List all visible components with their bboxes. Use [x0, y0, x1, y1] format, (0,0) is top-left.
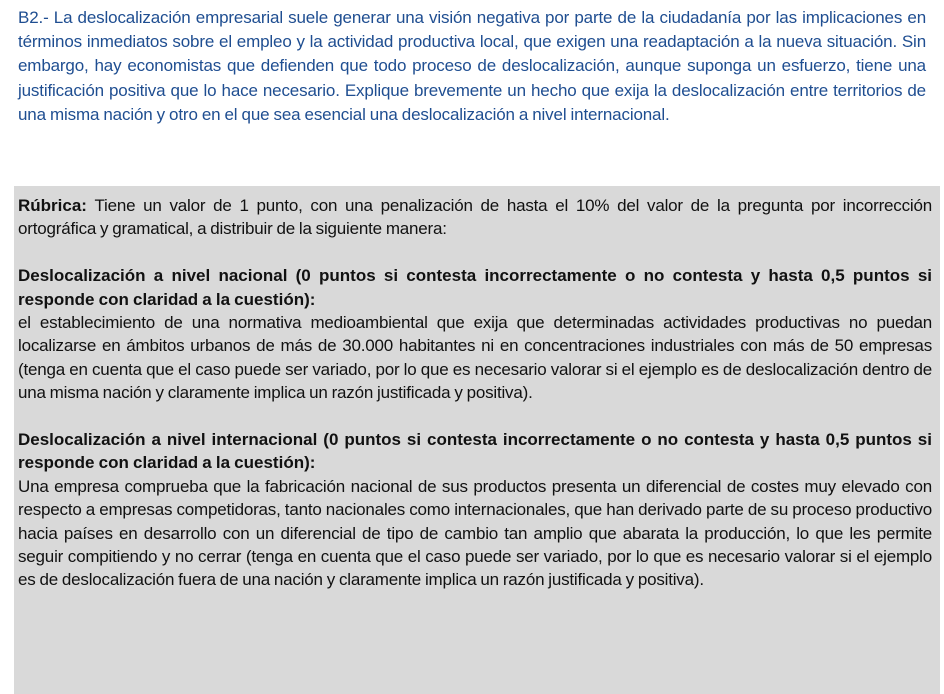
- national-heading: Deslocalización a nivel nacional (0 puntos si contesta incorrectamente o no contesta y hasta 0,5 puntos si responde con claridad a la cuestión):: [18, 266, 932, 309]
- rubric-intro-text: Tiene un valor de 1 punto, con una penalización de hasta el 10% del valor de la pregunta por incorrección ortográfica y gramatical, a distribuir de la siguiente manera:: [18, 196, 932, 239]
- rubric-label: Rúbrica:: [18, 196, 87, 215]
- rubric-content: [18, 194, 932, 592]
- international-body: Una empresa comprueba que la fabricación nacional de sus productos presenta un diferencial de costes muy elevado con respecto a empresas competidoras, tanto nacionales como internacionales, que han derivado parte de su proceso productivo hacia países en desarrollo con un diferencial de tipo de cambio tan amplio que abarata la producción, lo que les permite seguir compitiendo y no cerrar (tenga en cuenta que el caso puede ser variado, por lo que es necesario valorar si el ejemplo es de deslocalización fuera de una nación y claramente implica un razón justificada y positiva).: [18, 476, 932, 590]
- international-heading: Deslocalización a nivel internacional (0 puntos si contesta incorrectamente o no contesta y hasta 0,5 puntos si responde con claridad a la cuestión):: [18, 430, 932, 473]
- rubric-intro: [18, 194, 932, 241]
- national-body: el establecimiento de una normativa medioambiental que exija que determinadas actividades productivas no puedan localizarse en ámbitos urbanos de más de 30.000 habitantes ni en concentraciones industriales con más de 50 empresas (tenga en cuenta que el caso puede ser variado, por lo que es necesario valorar si el ejemplo es de deslocalización dentro de una misma nación y claramente implica un razón justificada y positiva).: [18, 313, 932, 403]
- spacer: [18, 241, 932, 264]
- question-text: B2.- La deslocalización empresarial suele generar una visión negativa por parte de la ciudadanía por las implicaciones en términos inmediatos sobre el empleo y la actividad productiva local, que exigen una readaptación a la nueva situación. Sin embargo, hay economistas que defienden que todo proceso de deslocalización, aunque suponga un esfuerzo, tiene una justificación positiva que lo hace necesario. Explique brevemente un hecho que exija la deslocalización entre territorios de una misma nación y otro en el que sea esencial una deslocalización a nivel internacional.: [18, 8, 926, 124]
- spacer: [18, 405, 932, 428]
